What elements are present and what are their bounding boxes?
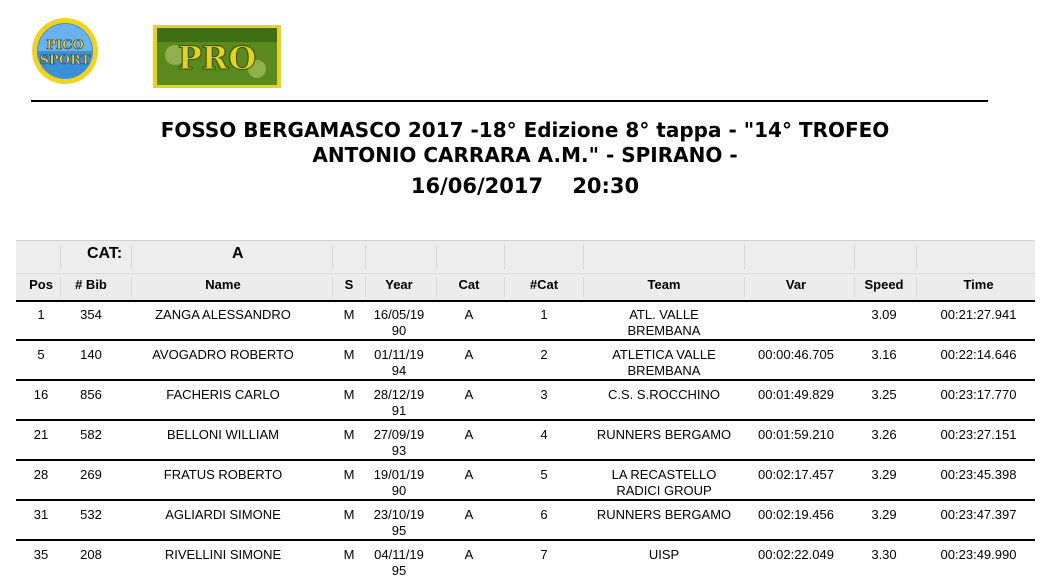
- cell-pos: 21: [33, 427, 49, 442]
- cell-year-line-1: 23/10/19: [373, 507, 425, 522]
- cell-name: FRATUS ROBERTO: [163, 467, 283, 482]
- cell-cat-pos: 4: [540, 427, 548, 442]
- cell-cat: A: [464, 547, 474, 562]
- table-row: [16, 341, 1035, 381]
- cell-speed: 3.09: [871, 307, 897, 322]
- cell-team-line-1: C.S. S.ROCCHINO: [608, 387, 720, 402]
- cell-name: BELLONI WILLIAM: [167, 427, 279, 442]
- column-separator: [365, 277, 366, 297]
- cell-var: 00:01:49.829: [758, 387, 834, 402]
- cell-team-line-1: ATLETICA VALLE: [612, 347, 716, 362]
- cell-time: 00:22:14.646: [940, 347, 1017, 362]
- cell-team: [586, 347, 742, 379]
- cell-team: [586, 387, 742, 403]
- cell-year-line-1: 04/11/19: [374, 547, 424, 562]
- cell-year-line-2: 95: [391, 523, 407, 538]
- cell-team: [586, 307, 742, 339]
- pro-logo: [153, 25, 281, 88]
- table-row: [16, 541, 1035, 581]
- cell-sex: M: [343, 467, 355, 482]
- header-bib: # Bib: [75, 277, 107, 292]
- cell-team: [586, 427, 742, 443]
- column-separator: [916, 277, 917, 297]
- header-speed: Speed: [864, 277, 904, 292]
- cell-team: [586, 547, 742, 563]
- cell-year: [366, 347, 432, 379]
- cell-sex: M: [343, 507, 355, 522]
- cell-speed: 3.16: [871, 347, 897, 362]
- cell-year: [366, 307, 432, 339]
- column-separator: [332, 245, 333, 269]
- title-line-1: FOSSO BERGAMASCO 2017 -18° Edizione 8° tappa - "14° TROFEO: [160, 118, 890, 142]
- table-row: [16, 461, 1035, 501]
- column-separator: [60, 245, 61, 269]
- cell-cat: A: [464, 507, 474, 522]
- cell-cat: A: [464, 307, 474, 322]
- title-datetime: [0, 173, 1050, 199]
- cell-bib: 140: [80, 347, 102, 362]
- cell-year-line-1: 28/12/19: [373, 387, 425, 402]
- results-table: [16, 301, 1035, 581]
- table-row: [16, 501, 1035, 541]
- cell-year-line-2: 91: [391, 403, 407, 418]
- cell-speed: 3.30: [871, 547, 897, 562]
- column-separator: [504, 245, 505, 269]
- column-separator: [744, 277, 745, 297]
- column-separator: [60, 277, 61, 297]
- cell-bib: 582: [80, 427, 102, 442]
- cell-var: 00:02:19.456: [758, 507, 834, 522]
- cell-name: FACHERIS CARLO: [166, 387, 280, 402]
- cell-year: [366, 507, 432, 539]
- cell-pos: 1: [37, 307, 45, 322]
- cell-team-line-2: RADICI GROUP: [616, 483, 712, 498]
- cell-year-line-2: 90: [391, 483, 407, 498]
- cell-var: 00:01:59.210: [758, 427, 834, 442]
- cell-speed: 3.29: [871, 507, 897, 522]
- column-separator: [854, 245, 855, 269]
- title-time: 20:30: [572, 174, 640, 198]
- cell-team-line-2: BREMBANA: [627, 323, 701, 338]
- cell-name: ZANGA ALESSANDRO: [155, 307, 291, 322]
- cell-team: [586, 467, 742, 499]
- cell-name: AGLIARDI SIMONE: [165, 507, 281, 522]
- cell-speed: 3.25: [871, 387, 897, 402]
- cell-bib: 208: [80, 547, 102, 562]
- header-sex: S: [344, 277, 354, 292]
- column-separator: [131, 277, 132, 297]
- title-line-2: ANTONIO CARRARA A.M." - SPIRANO -: [312, 143, 738, 167]
- category-band: [16, 240, 1035, 274]
- column-separator: [744, 245, 745, 269]
- cell-cat-pos: 3: [540, 387, 548, 402]
- header-pos: Pos: [29, 277, 53, 292]
- cell-time: 00:21:27.941: [940, 307, 1017, 322]
- category-label: CAT:: [87, 245, 123, 262]
- column-separator: [332, 277, 333, 297]
- cell-team-line-1: UISP: [648, 547, 680, 562]
- column-separator: [365, 245, 366, 269]
- cell-year-line-2: 94: [391, 363, 407, 378]
- column-separator: [131, 245, 132, 269]
- cell-time: 00:23:49.990: [940, 547, 1017, 562]
- cell-team-line-1: ATL. VALLE: [629, 307, 699, 322]
- table-row: [16, 381, 1035, 421]
- cell-sex: M: [343, 427, 355, 442]
- title-date: 16/06/2017: [410, 174, 544, 198]
- cell-time: 00:23:45.398: [940, 467, 1017, 482]
- cell-team-line-1: RUNNERS BERGAMO: [596, 507, 732, 522]
- cell-year: [366, 387, 432, 419]
- cell-speed: 3.29: [871, 467, 897, 482]
- cell-pos: 16: [33, 387, 49, 402]
- cell-var: 00:00:46.705: [758, 347, 834, 362]
- cell-cat-pos: 6: [540, 507, 548, 522]
- header-team: Team: [647, 277, 681, 292]
- cell-cat: A: [464, 467, 474, 482]
- title-block: [0, 118, 1050, 199]
- header-cat-pos: #Cat: [529, 277, 559, 292]
- cell-pos: 5: [37, 347, 45, 362]
- cell-cat: A: [464, 427, 474, 442]
- cell-var: 00:02:17.457: [758, 467, 834, 482]
- cell-sex: M: [343, 307, 355, 322]
- cell-sex: M: [343, 347, 355, 362]
- cell-pos: 28: [33, 467, 49, 482]
- pico-logo-text-1: PICO: [46, 38, 84, 53]
- column-separator: [854, 277, 855, 297]
- cell-name: RIVELLINI SIMONE: [164, 547, 282, 562]
- cell-name: AVOGADRO ROBERTO: [152, 347, 294, 362]
- table-row: [16, 421, 1035, 461]
- cell-team-line-1: LA RECASTELLO: [611, 467, 717, 482]
- cell-cat-pos: 5: [540, 467, 548, 482]
- cell-year-line-2: 93: [391, 443, 407, 458]
- cell-team-line-2: BREMBANA: [627, 363, 701, 378]
- cell-var: 00:02:22.049: [758, 547, 834, 562]
- header-var: Var: [785, 277, 807, 292]
- cell-sex: M: [343, 387, 355, 402]
- cell-year-line-1: 16/05/19: [373, 307, 425, 322]
- header-time: Time: [963, 277, 994, 292]
- top-divider: [31, 100, 988, 102]
- cell-cat-pos: 1: [540, 307, 548, 322]
- column-separator: [916, 245, 917, 269]
- cell-time: 00:23:47.397: [940, 507, 1017, 522]
- cell-pos: 31: [33, 507, 49, 522]
- cell-team-line-1: RUNNERS BERGAMO: [596, 427, 732, 442]
- cell-bib: 354: [80, 307, 102, 322]
- cell-bib: 532: [80, 507, 102, 522]
- cell-year: [366, 467, 432, 499]
- cell-pos: 35: [33, 547, 49, 562]
- header-year: Year: [385, 277, 413, 292]
- cell-time: 00:23:17.770: [940, 387, 1017, 402]
- cell-year-line-1: 19/01/19: [373, 467, 425, 482]
- cell-year-line-2: 95: [391, 563, 407, 578]
- column-separator: [583, 277, 584, 297]
- cell-cat: A: [464, 387, 474, 402]
- column-separator: [583, 245, 584, 269]
- header-name: Name: [205, 277, 241, 292]
- cell-speed: 3.26: [871, 427, 897, 442]
- cell-year-line-1: 27/09/19: [373, 427, 425, 442]
- column-separator: [504, 277, 505, 297]
- column-separator: [436, 245, 437, 269]
- cell-cat-pos: 7: [540, 547, 548, 562]
- cell-team: [586, 507, 742, 523]
- pico-sport-logo: [30, 16, 100, 86]
- header-cat: Cat: [458, 277, 480, 292]
- category-value: A: [232, 245, 244, 262]
- cell-bib: 269: [80, 467, 102, 482]
- table-row: [16, 301, 1035, 341]
- cell-cat: A: [464, 347, 474, 362]
- cell-sex: M: [343, 547, 355, 562]
- pro-logo-text: PRO: [177, 39, 257, 77]
- cell-bib: 856: [80, 387, 102, 402]
- cell-year: [366, 427, 432, 459]
- cell-cat-pos: 2: [540, 347, 548, 362]
- cell-year: [366, 547, 432, 579]
- column-separator: [436, 277, 437, 297]
- table-header: [16, 273, 1035, 302]
- pico-logo-text-2: SPORT: [39, 53, 91, 68]
- cell-year-line-1: 01/11/19: [374, 347, 424, 362]
- cell-time: 00:23:27.151: [940, 427, 1017, 442]
- cell-year-line-2: 90: [391, 323, 407, 338]
